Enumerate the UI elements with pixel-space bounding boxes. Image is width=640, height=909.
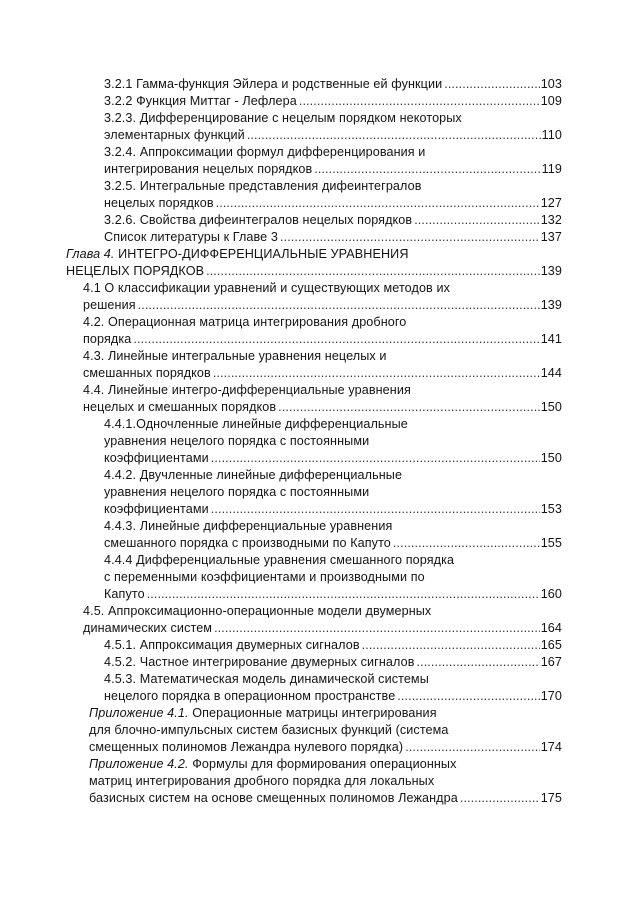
toc-entry[interactable]: [104, 144, 562, 178]
toc-entry-text: базисных систем на основе смещенных полиномов Лежандра: [89, 791, 458, 805]
toc-entry-text: динамических систем: [83, 621, 213, 635]
toc-entry[interactable]: [104, 671, 562, 705]
toc-page-number: 127: [540, 196, 562, 210]
toc-entry-text: нецелых порядков: [104, 196, 214, 210]
toc-entry-text: 4.5. Аппроксимационно-операционные модели двумерных: [83, 604, 432, 618]
toc-entry-text: Список литературы к Главе 3: [104, 230, 278, 244]
toc-entry-text: 4.4.4 Дифференциальные уравнения смешанного порядка: [104, 553, 455, 567]
toc-entry-text: 4.4.2. Двучленные линейные дифференциальные: [104, 468, 403, 482]
toc-leader-dots: [247, 127, 541, 144]
toc-leader-dots: [206, 263, 540, 280]
toc-page-number: 141: [540, 332, 562, 346]
toc-entry-text: ИНТЕГРО-ДИФФЕРЕНЦИАЛЬНЫЕ УРАВНЕНИЯ: [118, 247, 409, 261]
toc-leader-dots: [393, 535, 540, 552]
toc-entry-text: смешанных порядков: [83, 366, 211, 380]
table-of-contents: [0, 76, 640, 807]
toc-entry-text: 3.2.4. Аппроксимации формул дифференцирования и: [104, 145, 426, 159]
toc-leader-dots: [147, 586, 540, 603]
toc-entry[interactable]: [104, 416, 562, 467]
toc-entry-text: уравнения нецелого порядка с постоянными: [104, 434, 370, 448]
toc-page-number: 132: [540, 213, 562, 227]
toc-entry-text: Формулы для формирования операционных: [192, 757, 457, 771]
toc-entry-prefix: Глава 4.: [66, 247, 115, 261]
toc-entry[interactable]: [89, 705, 562, 756]
toc-entry[interactable]: [83, 280, 562, 314]
toc-page-number: 150: [540, 451, 562, 465]
toc-entry-text: 3.2.5. Интегральные представления дифеинтегралов: [104, 179, 422, 193]
toc-entry[interactable]: [104, 518, 562, 552]
toc-entry-text: элементарных функций: [104, 128, 245, 142]
toc-leader-dots: [133, 331, 539, 348]
toc-page-number: 165: [540, 638, 562, 652]
toc-leader-dots: [138, 297, 540, 314]
toc-entry-prefix: Приложение 4.2.: [89, 757, 189, 771]
toc-page-number: 153: [540, 502, 562, 516]
toc-leader-dots: [405, 739, 540, 756]
toc-entry-text: интегрирования нецелых порядков: [104, 162, 313, 176]
toc-page-number: 137: [540, 230, 562, 244]
toc-page-number: 139: [540, 298, 562, 312]
toc-entry-text: 4.2. Операционная матрица интегрирования дробного: [83, 315, 407, 329]
toc-page-number: 155: [540, 536, 562, 550]
toc-page-number: 110: [541, 128, 562, 142]
toc-entry[interactable]: [66, 246, 562, 280]
toc-entry-text: 4.4. Линейные интегро-дифференциальные уравнения: [83, 383, 411, 397]
toc-entry[interactable]: [104, 467, 562, 518]
toc-entry-text: нецелых и смешанных порядков: [83, 400, 277, 414]
toc-entry-text: матриц интегрирования дробного порядка для локальных: [89, 774, 435, 788]
toc-entry-text: нецелого порядка в операционном пространстве: [104, 689, 396, 703]
toc-entry-prefix: Приложение 4.1.: [89, 706, 189, 720]
toc-entry-text: 3.2.1 Гамма-функция Эйлера и родственные ей функции: [104, 77, 443, 91]
toc-entry-text: Капуто: [104, 587, 145, 601]
toc-entry-text: уравнения нецелого порядка с постоянными: [104, 485, 370, 499]
toc-entry-text: решения: [83, 298, 136, 312]
toc-entry[interactable]: [104, 637, 562, 654]
toc-page-number: 174: [540, 740, 562, 754]
toc-page-number: 144: [540, 366, 562, 380]
toc-page-number: 139: [540, 264, 562, 278]
toc-entry-text: коэффициентами: [104, 502, 209, 516]
toc-leader-dots: [417, 654, 540, 671]
toc-entry-text: коэффициентами: [104, 451, 209, 465]
toc-entry[interactable]: [104, 229, 562, 246]
toc-leader-dots: [280, 229, 540, 246]
toc-entry-text: смещенных полиномов Лежандра нулевого порядка): [89, 740, 404, 754]
toc-entry-text: 4.1 О классификации уравнений и существующих методов их: [83, 281, 450, 295]
toc-entry-text: 4.3. Линейные интегральные уравнения нецелых и: [83, 349, 387, 363]
toc-page-number: 150: [540, 400, 562, 414]
toc-page-number: 160: [540, 587, 562, 601]
toc-page-number: 175: [540, 791, 562, 805]
toc-entry-text: 4.4.1.Одночленные линейные дифференциальные: [104, 417, 408, 431]
toc-entry[interactable]: [83, 603, 562, 637]
toc-leader-dots: [213, 365, 540, 382]
toc-leader-dots: [278, 399, 540, 416]
toc-leader-dots: [299, 93, 540, 110]
toc-entry-text: с переменными коэффициентами и производными по: [104, 570, 425, 584]
toc-entry[interactable]: [104, 552, 562, 603]
toc-entry[interactable]: [83, 348, 562, 382]
toc-page-number: 167: [540, 655, 562, 669]
toc-entry-text: НЕЦЕЛЫХ ПОРЯДКОВ: [66, 264, 205, 278]
toc-entry-text: порядка: [83, 332, 132, 346]
toc-leader-dots: [362, 637, 540, 654]
toc-entry[interactable]: [104, 110, 562, 144]
toc-page-number: 109: [540, 94, 562, 108]
toc-entry-text: 4.4.3. Линейные дифференциальные уравнения: [104, 519, 393, 533]
toc-entry-text: 3.2.2 Функция Миттаг - Лефлера: [104, 94, 297, 108]
toc-entry[interactable]: [89, 756, 562, 807]
toc-page-number: 170: [540, 689, 562, 703]
toc-entry-text: 4.5.1. Аппроксимация двумерных сигналов: [104, 638, 360, 652]
toc-entry[interactable]: [104, 654, 562, 671]
toc-entry[interactable]: [104, 212, 562, 229]
toc-entry-text: 3.2.6. Свойства дифеинтегралов нецелых порядков: [104, 213, 413, 227]
toc-leader-dots: [397, 688, 539, 705]
toc-leader-dots: [444, 76, 539, 93]
toc-leader-dots: [214, 620, 540, 637]
toc-leader-dots: [216, 195, 540, 212]
toc-entry[interactable]: [104, 178, 562, 212]
toc-entry[interactable]: [104, 76, 562, 93]
toc-entry-text: смешанного порядка с производными по Капуто: [104, 536, 391, 550]
toc-entry-text: 3.2.3. Дифференцирование с нецелым порядком некоторых: [104, 111, 462, 125]
toc-leader-dots: [314, 161, 540, 178]
toc-leader-dots: [414, 212, 540, 229]
toc-page-number: 103: [540, 77, 562, 91]
toc-page-number: 119: [541, 162, 562, 176]
toc-entry-text: 4.5.3. Математическая модель динамической системы: [104, 672, 429, 686]
toc-entry[interactable]: [104, 93, 562, 110]
toc-leader-dots: [211, 450, 540, 467]
toc-leader-dots: [211, 501, 540, 518]
toc-entry-text: Операционные матрицы интегрирования: [192, 706, 437, 720]
toc-page-number: 164: [540, 621, 562, 635]
toc-entry[interactable]: [83, 314, 562, 348]
toc-leader-dots: [460, 790, 540, 807]
toc-entry-text: 4.5.2. Частное интегрирование двумерных сигналов: [104, 655, 415, 669]
toc-entry[interactable]: [83, 382, 562, 416]
toc-entry-text: для блочно-импульсных систем базисных функций (система: [89, 723, 449, 737]
